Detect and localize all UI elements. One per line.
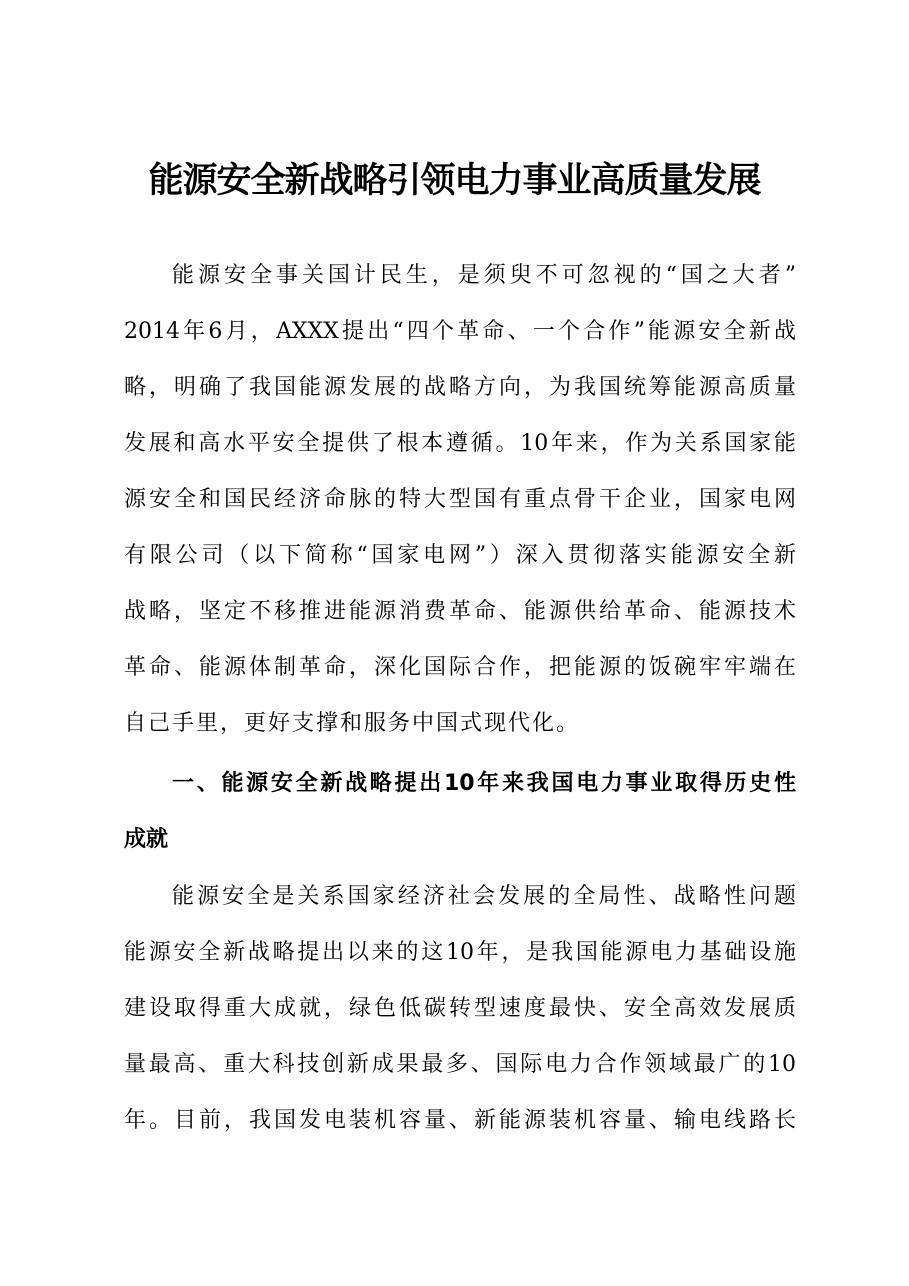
paragraph-2-line-5: 年。目前，我国发电装机容量、新能源装机容量、输电线路长	[124, 1108, 796, 1133]
section-1-heading-line-1: 一、能源安全新战略提出10年来我国电力事业取得历史性	[172, 771, 796, 796]
paragraph-2-line-1: 能源安全是关系国家经济社会发展的全局性、战略性问题	[172, 884, 796, 909]
paragraph-1-line-2: 2014年6月，AXXX提出“四个革命、一个合作”能源安全新战	[124, 319, 796, 344]
paragraph-2-line-3: 建设取得重大成就，绿色低碳转型速度最快、安全高效发展质	[124, 996, 796, 1021]
paragraph-1-line-5: 源安全和国民经济命脉的特大型国有重点骨干企业，国家电网	[124, 487, 796, 512]
section-1-heading-line-2: 成就	[124, 827, 169, 852]
paragraph-1-line-9: 自己手里，更好支撑和服务中国式现代化。	[124, 711, 581, 736]
paragraph-1-line-8: 革命、能源体制革命，深化国际合作，把能源的饭碗牢牢端在	[124, 655, 796, 680]
paragraph-1-line-6: 有限公司（以下简称“国家电网”）深入贯彻落实能源安全新	[124, 543, 796, 568]
paragraph-2-line-4: 量最高、重大科技创新成果最多、国际电力合作领域最广的10	[124, 1052, 796, 1077]
paragraph-1-line-1: 能源安全事关国计民生，是须臾不可忽视的“国之大者”	[172, 263, 796, 288]
paragraph-1-line-3: 略，明确了我国能源发展的战略方向，为我国统筹能源高质量	[124, 375, 796, 400]
document-title: 能源安全新战略引领电力事业高质量发展	[148, 160, 761, 201]
paragraph-1-line-4: 发展和高水平安全提供了根本遵循。10年来，作为关系国家能	[124, 431, 796, 456]
paragraph-2-line-2: 能源安全新战略提出以来的这10年，是我国能源电力基础设施	[124, 940, 796, 965]
paragraph-1-line-7: 战略，坚定不移推进能源消费革命、能源供给革命、能源技术	[124, 599, 796, 624]
